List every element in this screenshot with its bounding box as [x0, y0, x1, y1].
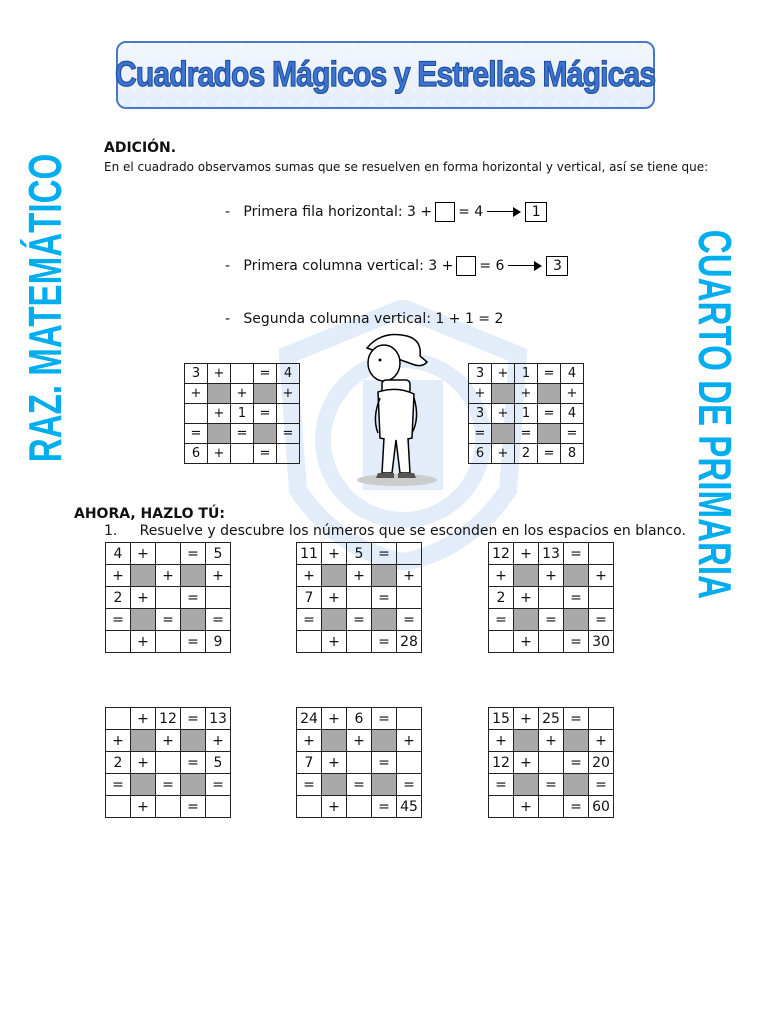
boy-illustration: [352, 328, 442, 488]
page-title: Cuadrados Mágicos y Estrellas Mágicas: [115, 55, 656, 94]
grid-cell: 60: [589, 796, 614, 818]
grid-cell: +: [131, 543, 156, 565]
title-banner: [116, 41, 655, 109]
grid-shaded-cell: [564, 609, 589, 631]
grid-blank-cell[interactable]: [539, 752, 564, 774]
grid-blank-cell[interactable]: [156, 587, 181, 609]
grid-cell: +: [322, 708, 347, 730]
grid-cell: =: [397, 774, 422, 796]
arrow-right-icon: [508, 261, 542, 271]
grid-cell: +: [131, 587, 156, 609]
grid-row: [106, 774, 231, 796]
grid-cell: 1: [231, 404, 254, 424]
grid-cell: =: [515, 424, 538, 444]
grid-cell: 3: [185, 364, 208, 384]
example-text: Primera columna vertical: 3 +: [243, 258, 454, 274]
grid-blank-cell[interactable]: [206, 587, 231, 609]
grid-shaded-cell: [514, 774, 539, 796]
grid-cell: 15: [489, 708, 514, 730]
grid-row: [106, 752, 231, 774]
intro-text: En el cuadrado observamos sumas que se resuelven en forma horizontal y vertical, así se tiene que:: [104, 160, 709, 174]
grid-blank-cell[interactable]: [489, 631, 514, 653]
grid-cell: 3: [469, 404, 492, 424]
grid-shaded-cell: [514, 730, 539, 752]
grid-blank-cell[interactable]: [589, 587, 614, 609]
grid-cell: =: [181, 796, 206, 818]
grid-blank-cell[interactable]: [185, 404, 208, 424]
grid-cell: =: [372, 708, 397, 730]
grid-blank-cell[interactable]: [156, 543, 181, 565]
grid-cell: +: [106, 730, 131, 752]
grid-blank-cell[interactable]: [206, 796, 231, 818]
grid-row: [297, 730, 422, 752]
grid-cell: +: [539, 730, 564, 752]
grid-row: [297, 752, 422, 774]
grid-cell: 6: [469, 444, 492, 464]
exercise-grid-1: [105, 542, 231, 653]
grid-blank-cell[interactable]: [347, 796, 372, 818]
grid-cell: +: [322, 543, 347, 565]
grid-cell: +: [131, 752, 156, 774]
grid-cell: =: [372, 631, 397, 653]
grid-cell: +: [206, 730, 231, 752]
grid-cell: =: [156, 609, 181, 631]
grid-row: [489, 565, 614, 587]
grid-blank-cell[interactable]: [297, 631, 322, 653]
grid-cell: 9: [206, 631, 231, 653]
grid-shaded-cell: [564, 730, 589, 752]
grid-cell: +: [277, 384, 300, 404]
grid-row: [297, 609, 422, 631]
example-text: Primera fila horizontal: 3 +: [243, 204, 433, 220]
side-label-subject: RAZ. MATEMÁTICO: [19, 153, 71, 463]
grid-cell: =: [206, 609, 231, 631]
grid-cell: 7: [297, 752, 322, 774]
grid-cell: +: [492, 404, 515, 424]
grid-blank-cell[interactable]: [106, 708, 131, 730]
grid-blank-cell[interactable]: [106, 796, 131, 818]
grid-row: [297, 774, 422, 796]
example-result: = 4: [458, 204, 484, 220]
grid-cell: 2: [106, 587, 131, 609]
grid-cell: +: [489, 565, 514, 587]
grid-cell: 5: [347, 543, 372, 565]
grid-blank-cell[interactable]: [589, 543, 614, 565]
grid-cell: +: [206, 565, 231, 587]
grid-cell: +: [347, 730, 372, 752]
grid-row: [489, 708, 614, 730]
grid-shaded-cell: [131, 609, 156, 631]
grid-cell: +: [208, 444, 231, 464]
grid-row: [106, 631, 231, 653]
grid-row: [469, 444, 584, 464]
grid-cell: =: [181, 631, 206, 653]
grid-cell: +: [347, 565, 372, 587]
grid-cell: 8: [561, 444, 584, 464]
grid-cell: +: [492, 364, 515, 384]
grid-cell: =: [181, 752, 206, 774]
grid-cell: =: [489, 609, 514, 631]
grid-cell: =: [372, 543, 397, 565]
grid-cell: 12: [489, 752, 514, 774]
grid-shaded-cell: [181, 730, 206, 752]
grid-cell: 13: [206, 708, 231, 730]
grid-cell: +: [589, 730, 614, 752]
example-line-3: [225, 311, 503, 327]
grid-cell: =: [185, 424, 208, 444]
grid-cell: +: [208, 364, 231, 384]
grid-shaded-cell: [322, 609, 347, 631]
grid-shaded-cell: [131, 565, 156, 587]
grid-row: [469, 384, 584, 404]
grid-shaded-cell: [322, 730, 347, 752]
grid-row: [489, 543, 614, 565]
grid-cell: =: [206, 774, 231, 796]
grid-row: [106, 796, 231, 818]
grid-cell: =: [254, 444, 277, 464]
section-heading-addition: ADICIÓN.: [104, 140, 177, 156]
grid-cell: 7: [297, 587, 322, 609]
grid-blank-cell[interactable]: [231, 364, 254, 384]
grid-row: [106, 565, 231, 587]
grid-row: [469, 404, 584, 424]
grid-shaded-cell: [372, 565, 397, 587]
grid-cell: =: [156, 774, 181, 796]
exercise-grid-4: [105, 707, 231, 818]
grid-cell: =: [564, 587, 589, 609]
grid-cell: +: [106, 565, 131, 587]
grid-shaded-cell: [208, 384, 231, 404]
answer-box: 1: [525, 202, 547, 222]
grid-cell: =: [181, 543, 206, 565]
grid-row: [106, 730, 231, 752]
grid-row: [185, 364, 300, 384]
grid-cell: =: [589, 609, 614, 631]
grid-blank-cell[interactable]: [589, 708, 614, 730]
grid-cell: =: [297, 609, 322, 631]
grid-cell: =: [372, 796, 397, 818]
grid-cell: +: [185, 384, 208, 404]
grid-cell: +: [322, 796, 347, 818]
grid-cell: +: [489, 730, 514, 752]
grid-cell: 11: [297, 543, 322, 565]
grid-cell: +: [131, 796, 156, 818]
grid-cell: 2: [489, 587, 514, 609]
grid-cell: +: [297, 565, 322, 587]
grid-cell: =: [181, 587, 206, 609]
grid-blank-cell[interactable]: [156, 752, 181, 774]
grid-cell: =: [397, 609, 422, 631]
example-text: Segunda columna vertical: 1 + 1 = 2: [243, 311, 504, 327]
grid-cell: 45: [397, 796, 422, 818]
grid-cell: 4: [106, 543, 131, 565]
grid-shaded-cell: [322, 565, 347, 587]
grid-shaded-cell: [372, 774, 397, 796]
grid-shaded-cell: [564, 774, 589, 796]
grid-cell: =: [254, 364, 277, 384]
example-line-1: [225, 202, 547, 222]
grid-cell: 6: [185, 444, 208, 464]
grid-cell: 30: [589, 631, 614, 653]
grid-cell: 2: [515, 444, 538, 464]
example-line-2: [225, 256, 568, 276]
grid-cell: +: [156, 565, 181, 587]
grid-row: [106, 587, 231, 609]
grid-blank-cell[interactable]: [539, 631, 564, 653]
grid-cell: =: [347, 609, 372, 631]
grid-cell: +: [514, 631, 539, 653]
grid-cell: =: [297, 774, 322, 796]
bullet-dash: -: [225, 204, 231, 220]
grid-row: [185, 444, 300, 464]
grid-cell: =: [106, 609, 131, 631]
grid-cell: +: [589, 565, 614, 587]
grid-cell: =: [347, 774, 372, 796]
grid-row: [297, 631, 422, 653]
exercise-grid-2: [296, 542, 422, 653]
grid-cell: =: [564, 796, 589, 818]
grid-shaded-cell: [372, 730, 397, 752]
grid-shaded-cell: [538, 424, 561, 444]
grid-row: [185, 384, 300, 404]
exercise-grid-5: [296, 707, 422, 818]
grid-cell: +: [561, 384, 584, 404]
grid-cell: +: [514, 796, 539, 818]
grid-row: [489, 587, 614, 609]
grid-cell: =: [564, 631, 589, 653]
grid-cell: +: [322, 631, 347, 653]
grid-cell: =: [589, 774, 614, 796]
grid-cell: =: [372, 587, 397, 609]
blank-box: [435, 202, 455, 222]
grid-blank-cell[interactable]: [539, 796, 564, 818]
exercise-grid-3: [488, 542, 614, 653]
grid-blank-cell[interactable]: [297, 796, 322, 818]
grid-cell: +: [397, 730, 422, 752]
grid-cell: =: [372, 752, 397, 774]
grid-cell: 2: [106, 752, 131, 774]
grid-row: [297, 587, 422, 609]
grid-row: [106, 543, 231, 565]
example-grid-solved: [468, 363, 584, 464]
grid-cell: =: [106, 774, 131, 796]
grid-cell: +: [131, 708, 156, 730]
grid-cell: =: [538, 404, 561, 424]
grid-cell: 25: [539, 708, 564, 730]
grid-row: [106, 609, 231, 631]
grid-cell: +: [539, 565, 564, 587]
answer-box: 3: [546, 256, 568, 276]
arrow-right-icon: [487, 207, 521, 217]
grid-shaded-cell: [208, 424, 231, 444]
grid-cell: +: [231, 384, 254, 404]
grid-cell: +: [514, 708, 539, 730]
example-grid-problem: [184, 363, 300, 464]
grid-cell: =: [539, 774, 564, 796]
grid-row: [297, 543, 422, 565]
grid-cell: +: [208, 404, 231, 424]
instruction-text: Resuelve y descubre los números que se esconden en los espacios en blanco.: [139, 523, 686, 539]
grid-cell: 5: [206, 752, 231, 774]
grid-shaded-cell: [564, 565, 589, 587]
grid-cell: 3: [469, 364, 492, 384]
grid-cell: 4: [277, 364, 300, 384]
grid-shaded-cell: [254, 384, 277, 404]
grid-cell: =: [277, 424, 300, 444]
grid-blank-cell[interactable]: [277, 444, 300, 464]
grid-cell: =: [181, 708, 206, 730]
grid-shaded-cell: [514, 565, 539, 587]
grid-cell: =: [469, 424, 492, 444]
section-heading-practice: AHORA, HAZLO TÚ:: [74, 506, 225, 522]
grid-shaded-cell: [514, 609, 539, 631]
grid-row: [297, 565, 422, 587]
bullet-dash: -: [225, 311, 231, 327]
grid-cell: 20: [589, 752, 614, 774]
grid-cell: +: [297, 730, 322, 752]
grid-blank-cell[interactable]: [397, 543, 422, 565]
grid-cell: +: [514, 543, 539, 565]
grid-blank-cell[interactable]: [397, 587, 422, 609]
grid-cell: +: [469, 384, 492, 404]
blank-box: [456, 256, 476, 276]
grid-cell: 1: [515, 364, 538, 384]
grid-cell: =: [231, 424, 254, 444]
grid-row: [469, 364, 584, 384]
grid-row: [469, 424, 584, 444]
grid-row: [106, 708, 231, 730]
instruction-line: [104, 523, 686, 539]
grid-shaded-cell: [492, 424, 515, 444]
grid-cell: +: [492, 444, 515, 464]
grid-blank-cell[interactable]: [347, 631, 372, 653]
grid-shaded-cell: [131, 774, 156, 796]
grid-blank-cell[interactable]: [347, 752, 372, 774]
grid-blank-cell[interactable]: [539, 587, 564, 609]
grid-blank-cell[interactable]: [397, 752, 422, 774]
grid-cell: =: [254, 404, 277, 424]
grid-cell: 12: [156, 708, 181, 730]
grid-cell: 12: [489, 543, 514, 565]
grid-cell: =: [564, 752, 589, 774]
grid-blank-cell[interactable]: [397, 708, 422, 730]
grid-blank-cell[interactable]: [489, 796, 514, 818]
grid-shaded-cell: [492, 384, 515, 404]
bullet-dash: -: [225, 258, 231, 274]
grid-row: [489, 752, 614, 774]
grid-cell: =: [539, 609, 564, 631]
grid-shaded-cell: [322, 774, 347, 796]
grid-cell: 4: [561, 404, 584, 424]
grid-cell: +: [397, 565, 422, 587]
grid-blank-cell[interactable]: [347, 587, 372, 609]
grid-shaded-cell: [131, 730, 156, 752]
grid-row: [185, 424, 300, 444]
grid-blank-cell[interactable]: [156, 796, 181, 818]
grid-cell: =: [538, 364, 561, 384]
grid-row: [489, 609, 614, 631]
instruction-number: 1.: [104, 523, 118, 539]
grid-shaded-cell: [538, 384, 561, 404]
grid-row: [489, 796, 614, 818]
grid-cell: =: [561, 424, 584, 444]
grid-shaded-cell: [181, 565, 206, 587]
grid-blank-cell[interactable]: [106, 631, 131, 653]
grid-cell: 1: [515, 404, 538, 424]
grid-cell: +: [156, 730, 181, 752]
grid-row: [489, 631, 614, 653]
grid-shaded-cell: [181, 609, 206, 631]
grid-blank-cell[interactable]: [156, 631, 181, 653]
grid-row: [297, 796, 422, 818]
grid-cell: =: [564, 543, 589, 565]
grid-cell: +: [514, 587, 539, 609]
grid-cell: +: [514, 752, 539, 774]
grid-blank-cell[interactable]: [231, 444, 254, 464]
exercise-grid-6: [488, 707, 614, 818]
grid-cell: +: [322, 587, 347, 609]
grid-blank-cell[interactable]: [277, 404, 300, 424]
grid-row: [185, 404, 300, 424]
grid-cell: +: [131, 631, 156, 653]
grid-cell: 6: [347, 708, 372, 730]
grid-shaded-cell: [254, 424, 277, 444]
grid-cell: 13: [539, 543, 564, 565]
grid-shaded-cell: [181, 774, 206, 796]
grid-shaded-cell: [372, 609, 397, 631]
grid-cell: +: [515, 384, 538, 404]
grid-row: [489, 774, 614, 796]
grid-cell: 5: [206, 543, 231, 565]
side-label-grade: CUARTO DE PRIMARIA: [689, 229, 741, 600]
grid-row: [489, 730, 614, 752]
grid-cell: 24: [297, 708, 322, 730]
grid-row: [297, 708, 422, 730]
example-result: = 6: [479, 258, 505, 274]
grid-cell: =: [564, 708, 589, 730]
grid-cell: =: [538, 444, 561, 464]
grid-cell: 28: [397, 631, 422, 653]
grid-cell: =: [489, 774, 514, 796]
grid-cell: 4: [561, 364, 584, 384]
grid-cell: +: [322, 752, 347, 774]
